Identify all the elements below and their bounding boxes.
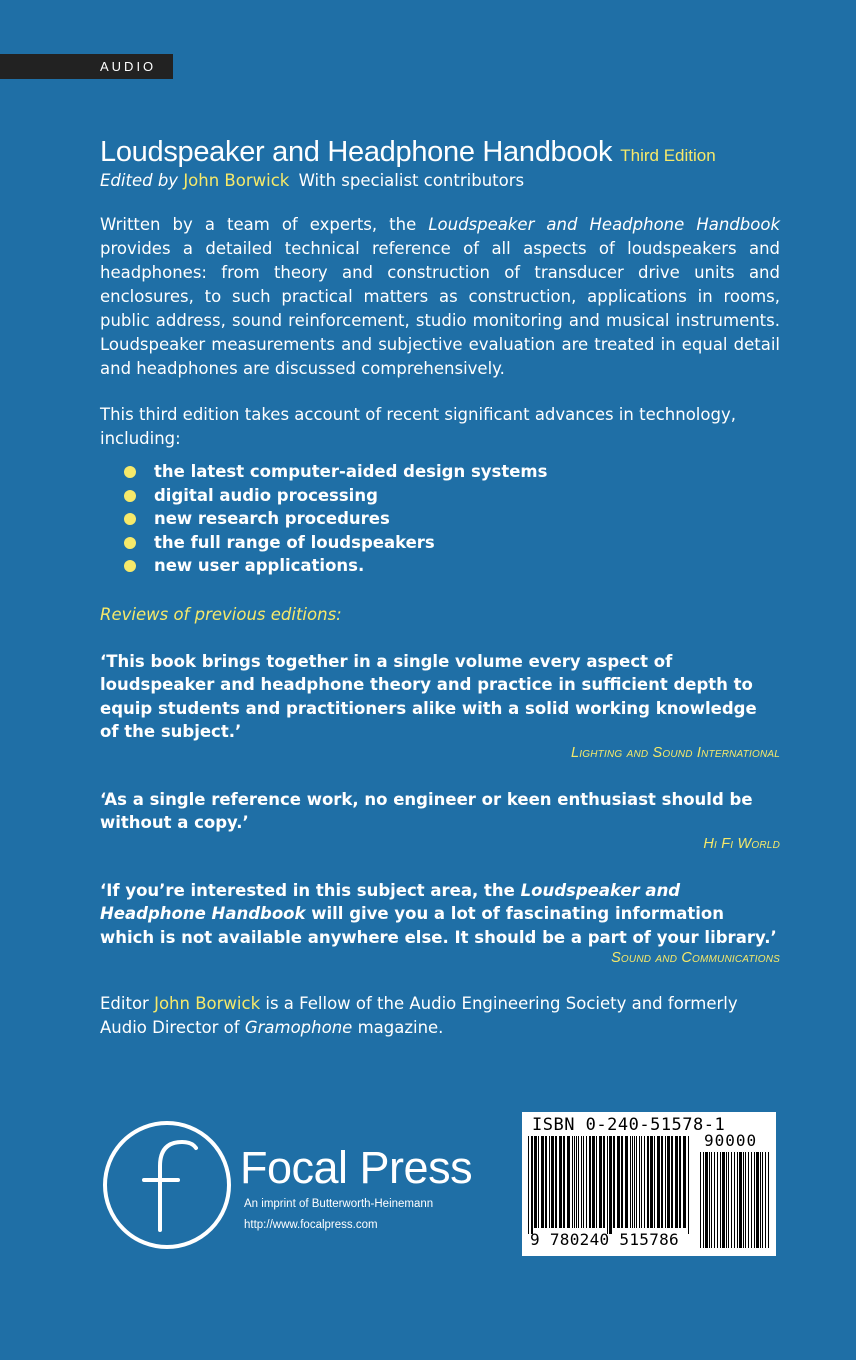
barcode-bar	[621, 1136, 623, 1228]
barcode-bar	[583, 1136, 584, 1228]
barcode-bar	[711, 1152, 712, 1248]
barcode-bar	[586, 1136, 587, 1228]
barcode-bar	[748, 1152, 749, 1248]
price-code: 90000	[704, 1131, 758, 1150]
barcode-bar	[720, 1152, 721, 1248]
review-quote-text: ‘This book brings together in a single volume every aspect of loudspeaker and headphone theory and practice in sufficient depth to equip students and practitioners alike with a solid working knowledge of the subject.’	[100, 651, 757, 741]
barcode-bar	[768, 1152, 769, 1248]
barcode-bar	[734, 1152, 735, 1248]
review-quote	[100, 788, 780, 852]
bio-name: John Borwick	[154, 994, 261, 1013]
feature-text: the full range of loudspeakers	[154, 532, 435, 552]
barcode-bar	[625, 1136, 628, 1228]
review-quote-title: Loudspeaker and Headphone Handbook	[100, 880, 681, 923]
barcode-bar	[765, 1152, 766, 1248]
review-quote-lead: ‘If you’re interested in this subject area, the	[100, 880, 515, 900]
publisher-url: http://www.focalpress.com	[244, 1219, 378, 1231]
reviews-heading: Reviews of previous editions:	[100, 604, 342, 624]
barcode-bar	[528, 1136, 529, 1234]
barcode-bar	[572, 1136, 573, 1228]
barcode-bar	[578, 1136, 579, 1228]
publisher-imprint: An imprint of Butterworth-Heinemann	[244, 1198, 434, 1210]
barcode-bar	[654, 1136, 655, 1228]
review-source: Sound and Communications	[611, 950, 780, 966]
barcode-bar	[705, 1152, 708, 1248]
barcode-bar	[661, 1136, 663, 1228]
barcode-bar	[709, 1152, 710, 1248]
editor-name: John Borwick	[183, 171, 290, 190]
barcode-bar	[657, 1136, 660, 1228]
barcode-bar	[639, 1136, 640, 1228]
edition-label: Third Edition	[620, 146, 716, 165]
barcode-bar	[756, 1152, 759, 1248]
barcode-bar	[743, 1152, 744, 1248]
isbn-barcode	[522, 1112, 776, 1256]
barcode-bar	[613, 1136, 615, 1228]
barcode-bar	[688, 1136, 689, 1234]
barcode-bar	[722, 1152, 725, 1248]
barcode-bar	[589, 1136, 591, 1228]
barcode-bar	[596, 1136, 597, 1228]
third-edition-paragraph: This third edition takes account of recent significant advances in technology, including:	[100, 405, 736, 448]
barcode-bar	[703, 1152, 704, 1248]
barcode-bar	[634, 1136, 635, 1228]
barcode-bar	[714, 1152, 715, 1248]
category-tag	[0, 54, 173, 79]
barcode-bar	[549, 1136, 550, 1228]
publisher-block	[100, 1118, 500, 1248]
barcode-bar	[599, 1136, 602, 1228]
barcode-bar	[647, 1136, 649, 1228]
barcode-bar	[592, 1136, 595, 1228]
barcode-bar	[751, 1152, 752, 1248]
barcode-bar	[632, 1136, 633, 1228]
intro-lead: Written by a team of experts, the	[100, 215, 417, 234]
barcode-bar	[559, 1136, 562, 1228]
barcode-bar	[665, 1136, 666, 1228]
barcode-bar	[607, 1136, 608, 1234]
feature-item	[124, 507, 780, 531]
bullet-icon	[124, 490, 136, 502]
feature-text: new user applications.	[154, 556, 365, 575]
review-quote-rest: will give you a lot of fascinating information which is not available anywhere else. It should be a part of your library.’	[100, 904, 777, 947]
feature-text: digital audio processing	[154, 485, 378, 505]
bullet-icon	[124, 537, 136, 549]
category-tag-label: AUDIO	[100, 59, 157, 74]
title-row	[100, 136, 780, 169]
barcode-bar	[617, 1136, 620, 1228]
barcode-bar	[679, 1136, 681, 1228]
book-title: Loudspeaker and Headphone Handbook	[100, 136, 613, 168]
barcode-bar	[555, 1136, 557, 1228]
barcode-bar	[760, 1152, 761, 1248]
review-quote	[100, 879, 780, 967]
review-quote-text: ‘As a single reference work, no engineer or keen enthusiast should be without a copy.’	[100, 789, 753, 832]
bio-middle: is a Fellow of the Audio Engineering Society and formerly Audio Director of	[100, 994, 738, 1037]
feature-item	[124, 554, 780, 578]
bullet-icon	[124, 513, 136, 525]
barcode-bar	[541, 1136, 544, 1228]
editor-bio	[100, 992, 780, 1040]
barcode-bar	[700, 1152, 701, 1248]
bio-lead: Editor	[100, 994, 149, 1013]
ean-number: 9 780240 515786	[530, 1230, 679, 1249]
focal-press-f-logo-icon	[100, 1118, 234, 1252]
bullet-icon	[124, 466, 136, 478]
barcode-bar	[728, 1152, 729, 1248]
barcode-bar	[609, 1136, 612, 1234]
barcode-bar	[739, 1152, 742, 1248]
barcode-bar	[534, 1136, 537, 1228]
barcode-bar	[630, 1136, 631, 1228]
bio-end: magazine.	[357, 1018, 444, 1037]
barcode-bar	[567, 1136, 570, 1228]
barcode-bar	[581, 1136, 582, 1228]
barcode-bar	[545, 1136, 547, 1228]
bullet-icon	[124, 560, 136, 572]
isbn-label: ISBN 0-240-51578-1	[532, 1115, 726, 1135]
barcode-bar	[531, 1136, 533, 1234]
barcode-bar	[603, 1136, 605, 1228]
barcode-bar	[650, 1136, 653, 1228]
barcode-bar	[563, 1136, 565, 1228]
barcode-bar	[717, 1152, 718, 1248]
publisher-name: Focal Press	[240, 1142, 473, 1193]
barcode-bar	[538, 1136, 539, 1228]
feature-item	[124, 460, 780, 484]
barcode-bar	[551, 1136, 554, 1228]
barcode-bar	[576, 1136, 577, 1228]
review-quote-text	[100, 879, 780, 950]
feature-item	[124, 484, 780, 508]
feature-text: the latest computer-aided design systems	[154, 462, 548, 481]
intro-book-title: Loudspeaker and Headphone Handbook	[428, 215, 781, 234]
barcode-bar	[745, 1152, 746, 1248]
intro-paragraph	[100, 213, 780, 381]
editor-line	[100, 171, 780, 190]
barcode-bar	[667, 1136, 670, 1228]
review-source: Lighting and Sound International	[571, 744, 780, 761]
barcode-bar	[754, 1152, 755, 1248]
barcode-bar	[731, 1152, 732, 1248]
feature-text: new research procedures	[154, 509, 390, 528]
barcode-bar	[726, 1152, 727, 1248]
barcode-bar	[683, 1136, 686, 1228]
barcode-bar	[671, 1136, 673, 1228]
barcode-bar	[641, 1136, 642, 1228]
barcode-bar	[574, 1136, 575, 1228]
bio-magazine: Gramophone	[244, 1018, 353, 1037]
barcode-bar	[675, 1136, 678, 1228]
barcode-bar	[636, 1136, 637, 1228]
editor-suffix: With specialist contributors	[298, 171, 525, 190]
intro-rest: provides a detailed technical reference of all aspects of loudspeakers and headphones: from theory and construction of transducer drive units and enclosures, to such practical matters as construction, applications in rooms, public address, sound reinforcement, studio monitoring and musical instruments. Loudspeaker measurements and subjective evaluation are treated in equal detail and headphones are discussed comprehensively.	[100, 239, 780, 378]
barcode-bar	[737, 1152, 738, 1248]
back-cover-text	[100, 136, 780, 1040]
review-quote	[100, 650, 780, 761]
review-source: Hi Fi World	[703, 835, 780, 852]
editor-prefix: Edited by	[100, 171, 179, 190]
feature-item	[124, 531, 780, 555]
barcode-bar	[762, 1152, 763, 1248]
barcode-bar	[644, 1136, 645, 1228]
feature-list	[124, 460, 780, 578]
